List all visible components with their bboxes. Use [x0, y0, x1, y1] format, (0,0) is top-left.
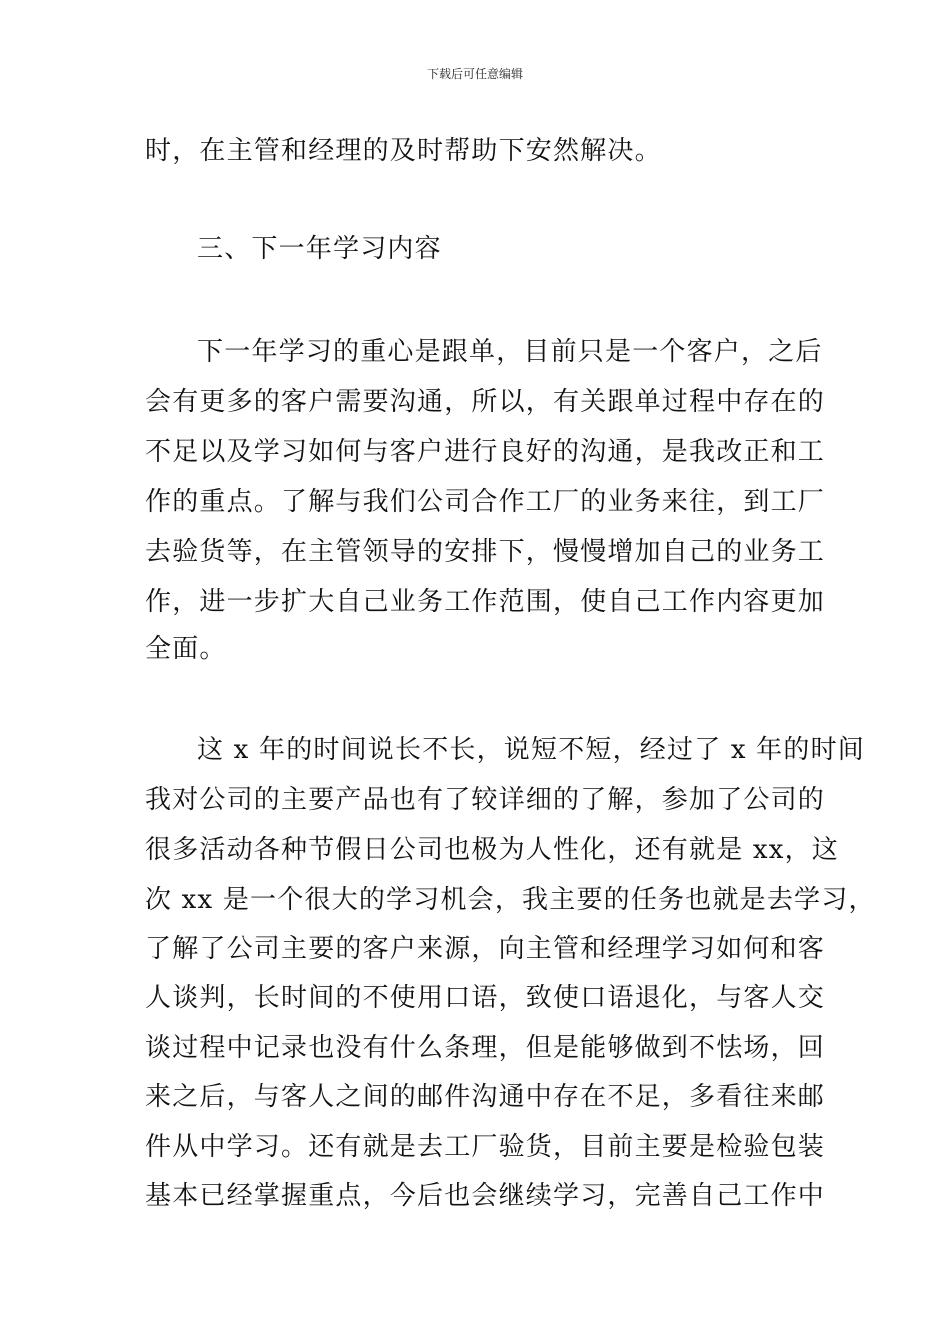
text-line: 去验货等，在主管领导的安排下，慢慢增加自己的业务工	[145, 537, 826, 567]
page-header: 下载后可任意编辑	[426, 67, 523, 81]
text-line: 会有更多的客户需要沟通，所以，有关跟单过程中存在的	[145, 387, 826, 417]
text-line: 全面。	[145, 634, 227, 664]
text-line: 很多活动各种节假日公司也极为人性化，还有就是 xx，这	[145, 835, 839, 865]
text-line: 这 x 年的时间说长不长，说短不短，经过了 x 年的时间	[197, 735, 865, 765]
text-line: 谈过程中记录也没有什么条理，但是能够做到不怯场，回	[145, 1033, 826, 1063]
text-line: 作，进一步扩大自己业务工作范围，使自己工作内容更加	[145, 587, 826, 617]
text-line: 人谈判，长时间的不使用口语，致使口语退化，与客人交	[145, 983, 826, 1013]
text-line: 作的重点。了解与我们公司合作工厂的业务来往，到工厂	[145, 487, 826, 517]
text-line: 了解了公司主要的客户来源，向主管和经理学习如何和客	[145, 934, 826, 964]
text-line: 时，在主管和经理的及时帮助下安然解决。	[145, 136, 662, 166]
text-line: 基本已经掌握重点，今后也会继续学习，完善自己工作中	[145, 1181, 826, 1211]
text-line: 次 xx 是一个很大的学习机会，我主要的任务也就是去学习，	[145, 885, 876, 915]
text-line: 件从中学习。还有就是去工厂验货，目前主要是检验包装	[145, 1132, 826, 1162]
text-line: 来之后，与客人之间的邮件沟通中存在不足，多看往来邮	[145, 1082, 826, 1112]
text-line: 下一年学习的重心是跟单，目前只是一个客户，之后	[197, 337, 823, 367]
text-line: 我对公司的主要产品也有了较详细的了解，参加了公司的	[145, 785, 826, 815]
text-line: 不足以及学习如何与客户进行良好的沟通，是我改正和工	[145, 437, 826, 467]
section-heading: 三、下一年学习内容	[197, 234, 442, 264]
